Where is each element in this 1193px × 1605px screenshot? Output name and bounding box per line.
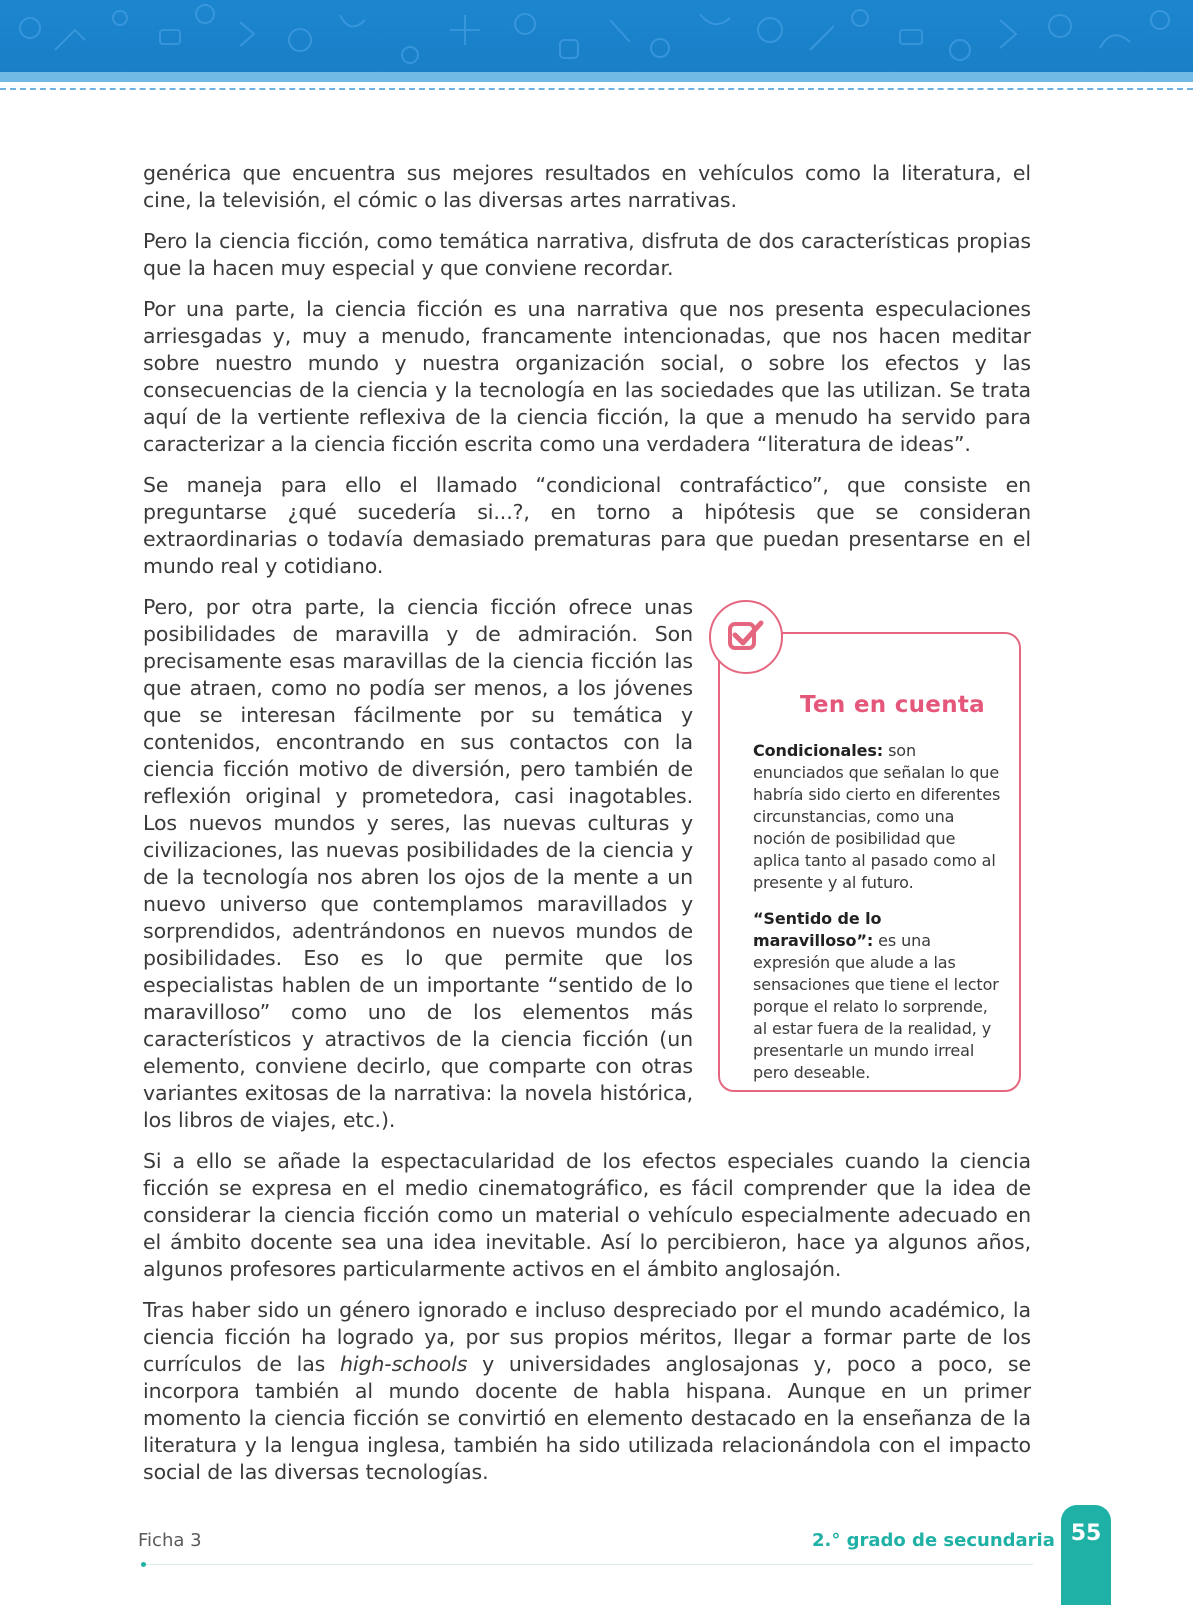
page-number-tab (1061, 1505, 1111, 1605)
main-text (143, 160, 1031, 1500)
paragraph (143, 1297, 1031, 1486)
tip-body (753, 740, 1003, 1098)
footer-divider (143, 1564, 1033, 1565)
footer-dot (141, 1562, 146, 1567)
tip-definition-text: son enunciados que señalan lo que habría sido cierto en diferentes circunstancias, como una noción de posibilidad que aplica tanto al pasado como al presente y al futuro. (753, 741, 1001, 892)
paragraph: genérica que encuentra sus mejores resultados en vehículos como la literatura, el cine, la televisión, el cómic o las diversas artes narrativas. (143, 161, 1031, 212)
paragraph: Si a ello se añade la espectacularidad de los efectos especiales cuando la ciencia ficción se expresa en el medio cinematográfico, es fácil comprender que la idea de considerar la ciencia ficción como un material o vehículo especialmente adecuado en el ámbito docente sea una idea inevitable. Así lo percibieron, hace ya algunos años, algunos profesores particularmente activos en el ámbito anglosajón. (143, 1149, 1031, 1281)
banner-stripe (0, 72, 1193, 82)
paragraph: Por una parte, la ciencia ficción es una narrativa que nos presenta especulaciones arriesgadas y, muy a menudo, francamente intencionadas, que nos hacen meditar sobre nuestro mundo y nuestra organización social, o sobre los efectos y las consecuencias de la ciencia y la tecnología en las sociedades que las utilizan. Se trata aquí de la vertiente reflexiva de la ciencia ficción, la que a menudo ha servido para caracterizar a la ciencia ficción escrita como una verdadera “literatura de ideas”. (143, 297, 1031, 456)
paragraph: Pero la ciencia ficción, como temática narrativa, disfruta de dos características propias que la hacen muy especial y que conviene recordar. (143, 229, 1031, 280)
tip-term: Condicionales: (753, 741, 884, 760)
tip-definition-text: es una expresión que alude a las sensaciones que tiene el lector porque el relato lo sorprende, al estar fuera de la realidad, y presentarle un mundo irreal pero deseable. (753, 931, 999, 1082)
paragraph-text: Tras haber sido un género ignorado e incluso despreciado por el mundo académico, la ciencia ficción ha logrado ya, por sus propios méritos, llegar a formar parte de los currículos de las (143, 1298, 1031, 1376)
checkbox-check-icon (709, 600, 783, 674)
banner-dashed-divider (0, 88, 1193, 90)
banner-doodles (0, 0, 1193, 72)
tip-title: Ten en cuenta (800, 692, 985, 718)
paragraph-text: y universidades anglosajonas y, poco a poco, se incorpora también al mundo docente de habla hispana. Aunque en un primer momento la ciencia ficción se convirtió en elemento destacado en la enseñanza de la literatura y la lengua inglesa, también ha sido utilizada relacionándola con el impacto social de las diversas tecnologías. (143, 1352, 1031, 1484)
tip-box (718, 632, 1021, 1092)
paragraph: Se maneja para ello el llamado “condicional contrafáctico”, que consiste en preguntarse ¿qué sucedería si...?, en torno a hipótesis que se consideran extraordinarias o todavía demasiado prematuras para que puedan presentarse en el mundo real y cotidiano. (143, 473, 1031, 578)
tip-callout (713, 600, 1031, 1134)
page-number: 55 (1070, 1521, 1102, 1546)
header-banner (0, 0, 1193, 72)
two-column-section (143, 594, 1031, 1134)
left-column (143, 594, 693, 1134)
footer-section-label: Ficha 3 (138, 1530, 202, 1551)
tip-definition (753, 740, 1003, 894)
paragraph: Pero, por otra parte, la ciencia ficción ofrece unas posibilidades de maravilla y de admiración. Son precisamente esas maravillas de la ciencia ficción las que atraen, como no podía ser menos, a los jóvenes que se interesan fácilmente por su temática y contenidos, encontrando en sus contactos con la ciencia ficción motivo de diversión, pero también de reflexión original y prometedora, casi inagotables. Los nuevos mundos y seres, las nuevas culturas y civilizaciones, las nuevas posibilidades de la ciencia y de la tecnología nos abren los ojos de la mente a un nuevo universo que contemplamos maravillados y sorprendidos, adentrándonos en nuevos mundos de posibilidades. Eso es lo que permite que los especialistas hablen de un importante “sentido de lo maravilloso” como uno de los elementos más característicos y atractivos de la ciencia ficción (un elemento, conviene decirlo, que comparte con otras variantes exitosas de la narrativa: la novela histórica, los libros de viajes, etc.). (143, 595, 693, 1132)
tip-term: “Sentido de lo maravilloso”: (753, 909, 882, 950)
emphasized-term: high-schools (340, 1352, 468, 1376)
footer-grade-label: 2.° grado de secundaria (812, 1530, 1055, 1551)
tip-definition (753, 908, 1003, 1084)
